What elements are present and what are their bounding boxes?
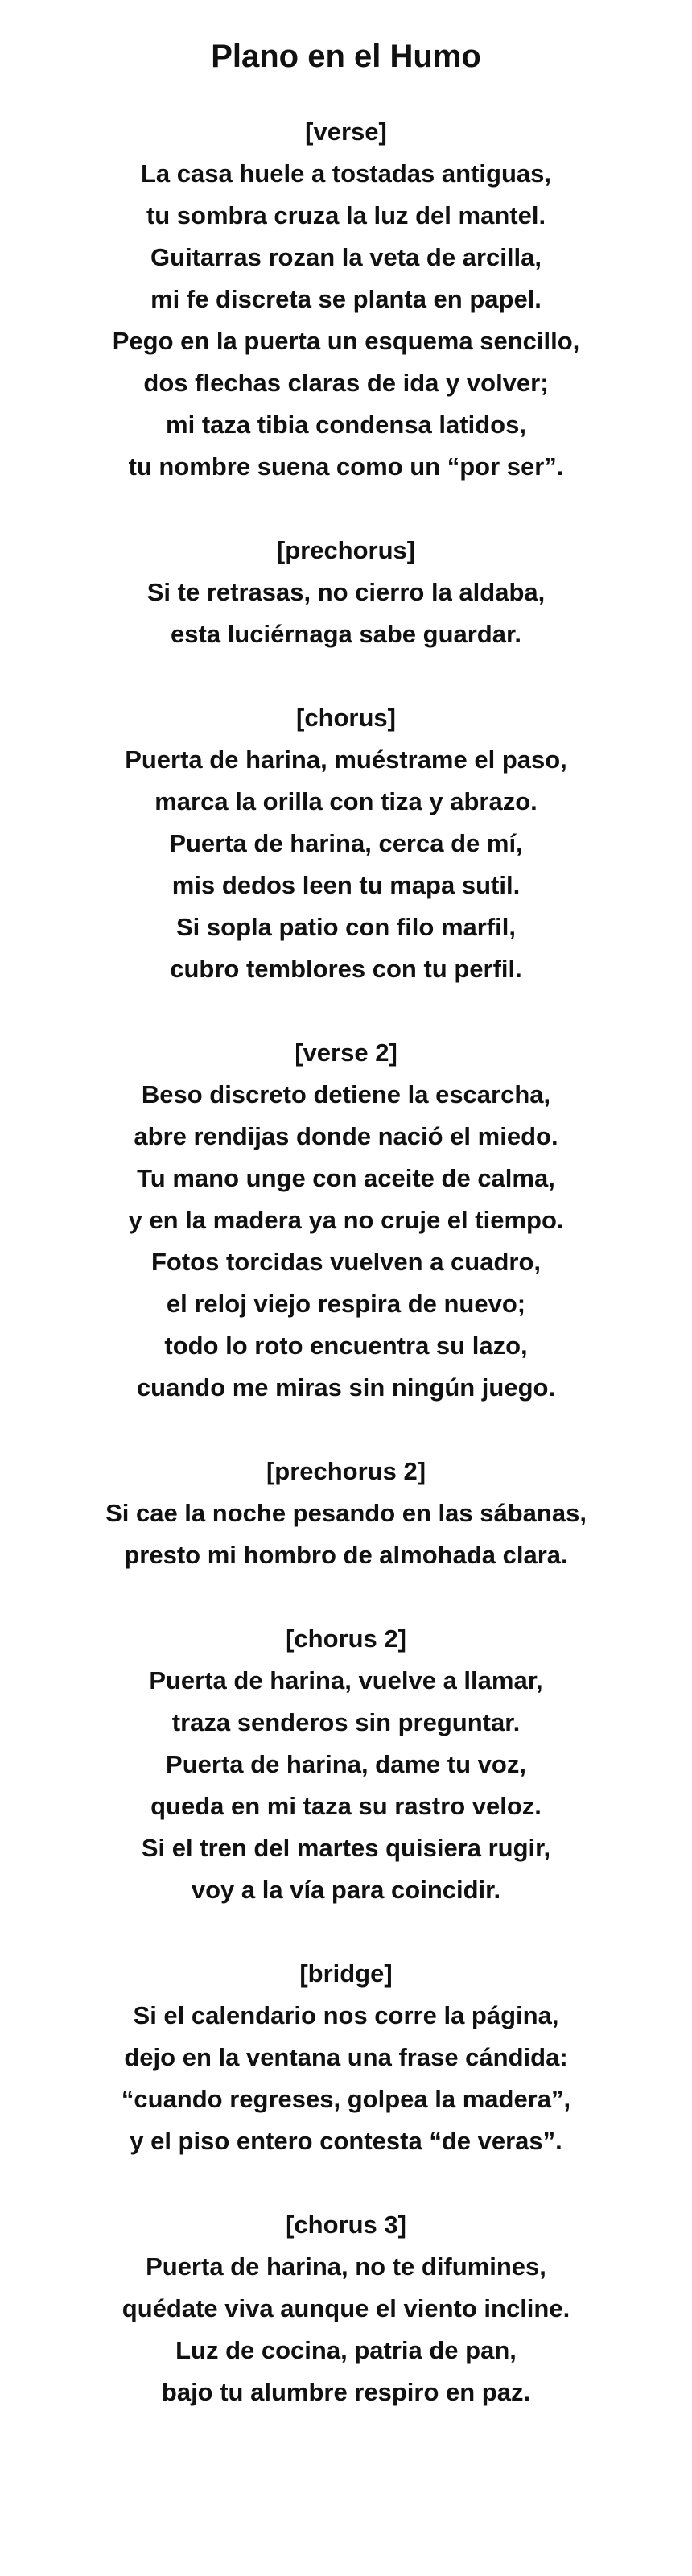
lyric-line: cubro temblores con tu perfil. <box>170 955 522 983</box>
lyric-line: dejo en la ventana una frase cándida: <box>124 2043 568 2071</box>
lyric-line: presto mi hombro de almohada clara. <box>124 1541 568 1569</box>
section-tag: [chorus 3] <box>286 2211 406 2239</box>
lyric-line: La casa huele a tostadas antiguas, <box>141 159 551 188</box>
lyric-line: Beso discreto detiene la escarcha, <box>141 1080 551 1108</box>
section-tag: [chorus] <box>296 704 396 732</box>
song-title: Plano en el Humo <box>211 39 481 74</box>
section-tag: [verse 2] <box>295 1038 397 1067</box>
lyric-line: quédate viva aunque el viento incline. <box>122 2294 570 2322</box>
lyric-line: abre rendijas donde nació el miedo. <box>134 1122 558 1150</box>
lyric-line: “cuando regreses, golpea la madera”, <box>121 2085 571 2113</box>
lyric-section <box>0 111 692 488</box>
lyric-line: Si sopla patio con filo marfil, <box>176 913 516 941</box>
lyric-section <box>0 1618 692 1911</box>
section-tag: [prechorus 2] <box>266 1457 426 1485</box>
section-tag: [chorus 2] <box>286 1624 406 1653</box>
lyric-line: tu nombre suena como un “por ser”. <box>128 452 564 481</box>
lyric-line: y el piso entero contesta “de veras”. <box>130 2127 562 2155</box>
lyric-line: todo lo roto encuentra su lazo, <box>164 1331 528 1360</box>
lyric-line: voy a la vía para coincidir. <box>191 1876 501 1904</box>
lyric-section <box>0 2204 692 2413</box>
lyric-line: esta luciérnaga sabe guardar. <box>171 620 521 648</box>
lyric-line: mis dedos leen tu mapa sutil. <box>171 871 521 899</box>
lyric-section <box>0 1953 692 2162</box>
lyric-line: Puerta de harina, no te difumines, <box>146 2252 546 2281</box>
section-tag: [prechorus] <box>276 536 416 564</box>
lyric-line: y en la madera ya no cruje el tiempo. <box>128 1206 564 1234</box>
lyric-line: mi taza tibia condensa latidos, <box>166 411 526 439</box>
lyric-section <box>0 1032 692 1409</box>
lyric-line: el reloj viejo respira de nuevo; <box>166 1290 526 1318</box>
lyric-line: Puerta de harina, muéstrame el paso, <box>125 745 567 774</box>
lyric-line: tu sombra cruza la luz del mantel. <box>146 201 546 229</box>
lyric-line: mi fe discreta se planta en papel. <box>150 285 542 313</box>
lyric-section <box>0 1451 692 1576</box>
lyric-line: Guitarras rozan la veta de arcilla, <box>150 243 542 271</box>
lyric-section <box>0 697 692 990</box>
lyric-section <box>0 530 692 655</box>
lyric-line: Pego en la puerta un esquema sencillo, <box>112 327 580 355</box>
lyric-line: Puerta de harina, vuelve a llamar, <box>149 1666 543 1695</box>
lyric-line: Tu mano unge con aceite de calma, <box>137 1164 555 1192</box>
lyric-line: queda en mi taza su rastro veloz. <box>150 1792 542 1820</box>
lyric-line: Si cae la noche pesando en las sábanas, <box>105 1499 587 1527</box>
lyric-line: dos flechas claras de ida y volver; <box>143 369 549 397</box>
lyric-line: Si te retrasas, no cierro la aldaba, <box>146 578 546 606</box>
lyric-line: Fotos torcidas vuelven a cuadro, <box>150 1248 542 1276</box>
section-tag: [bridge] <box>299 1959 393 1988</box>
lyric-line: bajo tu alumbre respiro en paz. <box>161 2378 531 2406</box>
lyric-line: cuando me miras sin ningún juego. <box>136 1373 556 1402</box>
section-tag: [verse] <box>305 118 387 146</box>
lyric-line: Si el calendario nos corre la página, <box>133 2001 559 2029</box>
lyric-line: Si el tren del martes quisiera rugir, <box>141 1834 551 1862</box>
lyric-line: Puerta de harina, cerca de mí, <box>169 829 523 857</box>
lyrics-body <box>0 111 692 2413</box>
lyric-line: traza senderos sin preguntar. <box>171 1708 521 1736</box>
lyric-line: Puerta de harina, dame tu voz, <box>166 1750 526 1778</box>
lyric-line: Luz de cocina, patria de pan, <box>175 2336 517 2364</box>
lyric-line: marca la orilla con tiza y abrazo. <box>154 787 538 815</box>
